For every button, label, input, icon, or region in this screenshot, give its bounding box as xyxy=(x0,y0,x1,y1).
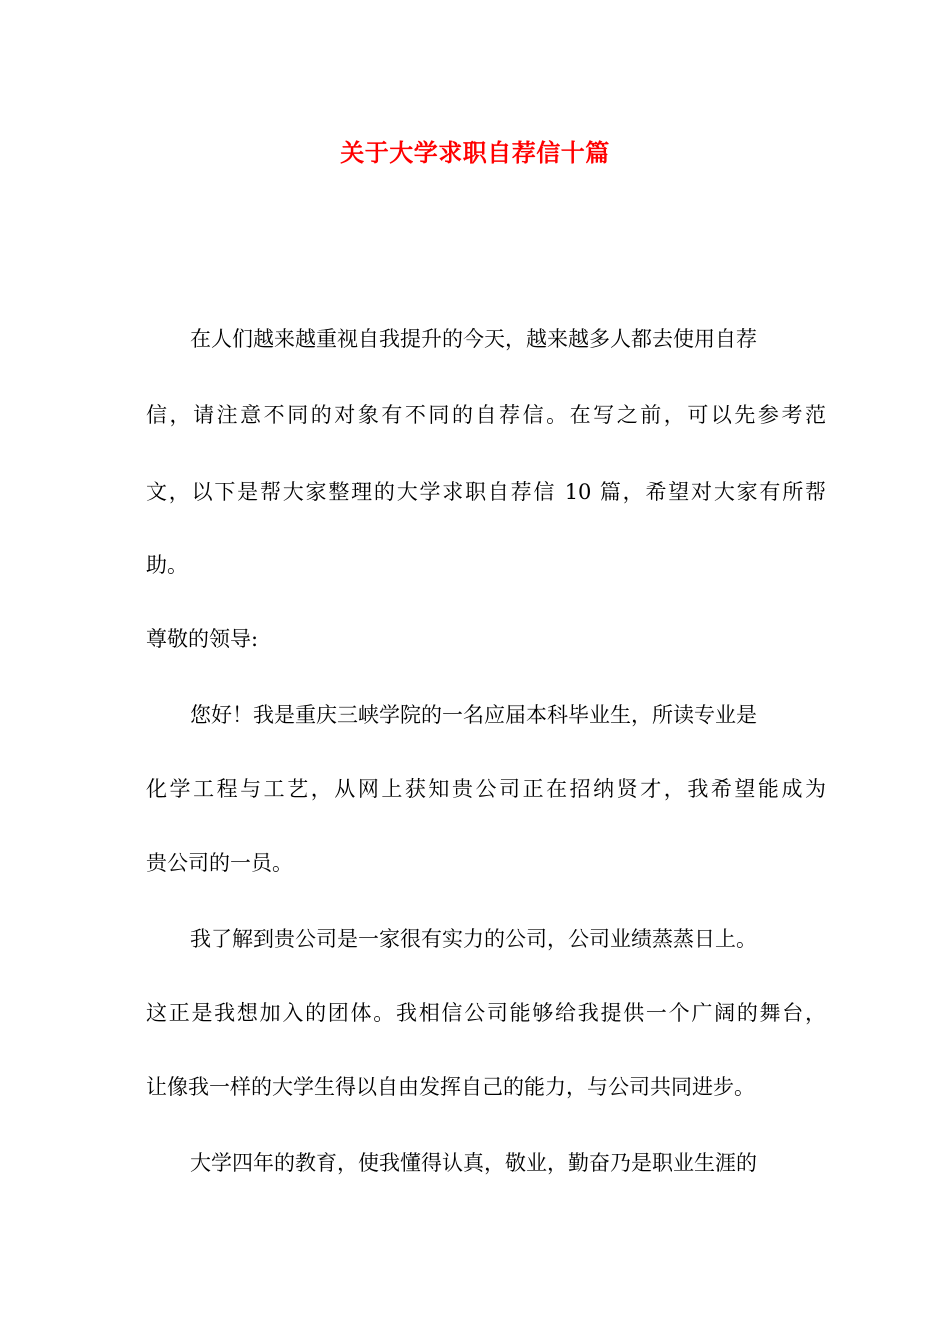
salutation: 尊敬的领导: xyxy=(146,627,259,651)
paragraph-line: 信，请注意不同的对象有不同的自荐信。在写之前，可以先参考范 xyxy=(146,403,826,427)
paragraph-line: 文，以下是帮大家整理的大学求职自荐信 10 篇，希望对大家有所帮 xyxy=(146,480,826,504)
paragraph-line: 这正是我想加入的团体。我相信公司能够给我提供一个广阔的舞台， xyxy=(146,1001,826,1025)
page-title: 关于大学求职自荐信十篇 xyxy=(340,138,610,167)
paragraph-line: 在人们越来越重视自我提升的今天，越来越多人都去使用自荐 xyxy=(190,327,757,351)
paragraph-line: 化学工程与工艺，从网上获知贵公司正在招纳贤才，我希望能成为 xyxy=(146,777,826,801)
paragraph-line: 让像我一样的大学生得以自由发挥自己的能力，与公司共同进步。 xyxy=(146,1075,755,1099)
paragraph-line: 助。 xyxy=(146,553,188,577)
paragraph-line: 贵公司的一员。 xyxy=(146,851,293,875)
paragraph-line: 我了解到贵公司是一家很有实力的公司，公司业绩蒸蒸日上。 xyxy=(190,927,757,951)
paragraph-line: 大学四年的教育，使我懂得认真，敬业，勤奋乃是职业生涯的 xyxy=(190,1151,757,1175)
paragraph-line: 您好！我是重庆三峡学院的一名应届本科毕业生，所读专业是 xyxy=(190,703,757,727)
